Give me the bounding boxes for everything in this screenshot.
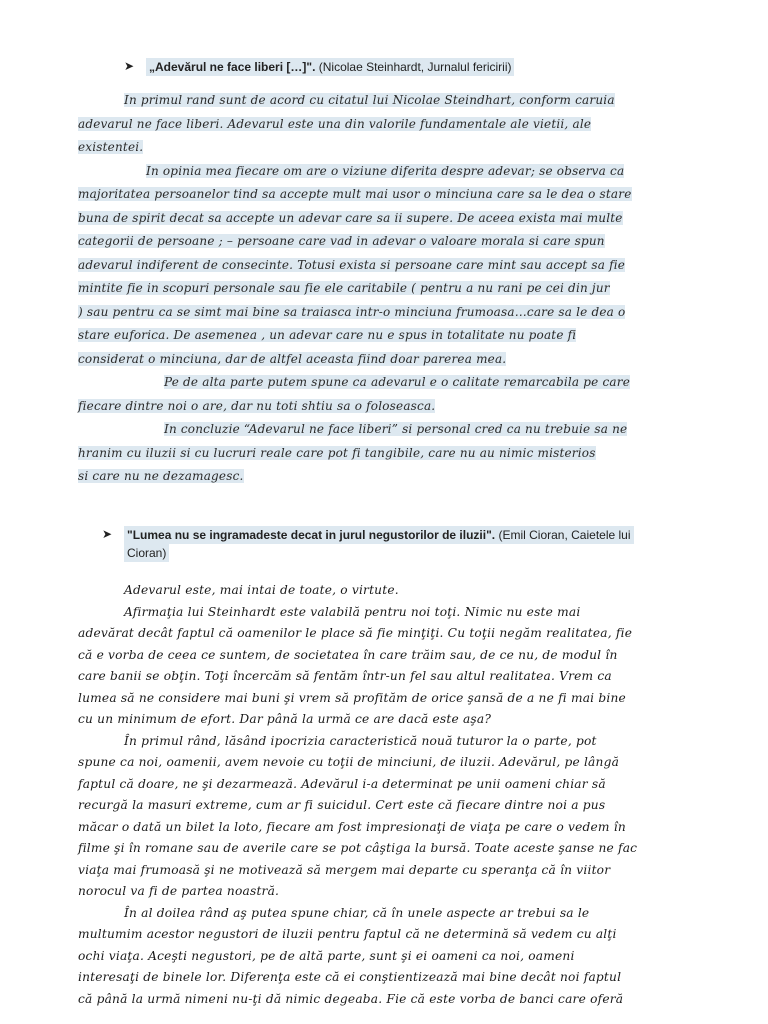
text-line (78, 709, 682, 731)
text-line (78, 301, 682, 325)
text-line (78, 395, 682, 419)
text-line (78, 371, 682, 395)
text-line-content: majoritatea persoanelor tind sa accepte mult mai usor o minciuna care sa le dea o stare (78, 187, 632, 201)
text-line-content: stare euforica. De asemenea , un adevar care nu e spus in totalitate nu poate fi (78, 328, 577, 342)
text-line (78, 183, 682, 207)
text-line (78, 277, 682, 301)
text-line-content: ) sau pentru ca se simt mai bine sa traiasca intr-o minciuna frumoasa…care sa le dea o (78, 304, 626, 319)
text-line (78, 160, 682, 184)
text-line-content: că până la urmă nimeni nu-ţi dă nimic degeaba. Fie că este vorba de banci care oferă (78, 991, 624, 1006)
text-line-content: buna de spirit decat sa accepte un adevar care sa ii supere. De aceea exista mai multe (78, 210, 623, 225)
text-line-content: adevarul indiferent de consecinte. Totusi exista si persoane care mint sau accept sa fie (78, 257, 626, 272)
text-line-content: cu un minimum de efort. Dar până la urmă ce are dacă este aşa? (78, 712, 492, 726)
text-line (78, 418, 682, 442)
heading-quote: „Adevărul ne face liberi […]". (149, 60, 316, 74)
text-line (78, 324, 682, 348)
text-line (78, 254, 682, 278)
text-line-content: care banii se obţin. Toţi încercăm să fentăm într-un fel sau altul realitatea. Vrem ca (78, 669, 612, 683)
text-line-content: hranim cu iluzii si cu lucruri reale care pot fi tangibile, care nu au nimic misterios (78, 445, 596, 460)
text-line-content: că e vorba de ceea ce suntem, de societatea în care trăim sau, de ce nu, de modul în (78, 647, 618, 662)
heading-source: (Nicolae Steinhardt, Jurnalul fericirii) (315, 60, 512, 74)
text-line (78, 89, 682, 113)
text-line-content: faptul că doare, ne şi dezarmează. Adevărul i-a determinat pe unii oameni chiar să (78, 776, 606, 791)
text-line-content: In concluzie “Adevarul ne face liberi” si personal cred ca nu trebuie sa ne (164, 422, 628, 436)
arrow-bullet-icon: ➤ (102, 527, 113, 541)
text-line-content: si care nu ne dezamagesc. (78, 469, 244, 483)
essay-section-1 (78, 89, 682, 489)
heading-source-cont: Cioran) (124, 544, 169, 562)
heading-quote: "Lumea nu se ingramadeste decat in jurul negustorilor de iluzii". (127, 528, 496, 542)
text-line (78, 580, 682, 602)
arrow-bullet-icon: ➤ (124, 59, 135, 73)
heading-text (146, 58, 514, 76)
text-line-content: Adevarul este, mai intai de toate, o virtute. (124, 583, 399, 597)
essay-section-2 (78, 580, 682, 1010)
text-line-content: măcar o dată un bilet la loto, fiecare am fost impresionaţi de viaţa pe care o vedem în (78, 819, 626, 834)
text-line (78, 348, 682, 372)
text-line-content: adevarul ne face liberi. Adevarul este una din valorile fundamentale ale vietii, ale (78, 116, 592, 131)
text-line-content: Pe de alta parte putem spune ca adevarul e o calitate remarcabila pe care (164, 375, 631, 389)
text-line (78, 136, 682, 160)
text-line-content: spune ca noi, oamenii, avem nevoie cu toţii de minciuni, de iluzii. Adevărul, pe lângă (78, 755, 620, 769)
text-line (78, 230, 682, 254)
text-line (78, 989, 682, 1011)
text-line (78, 903, 682, 925)
text-line (78, 113, 682, 137)
text-line-content: In opinia mea fiecare om are o viziune diferita despre adevar; se observa ca (146, 163, 625, 178)
text-line-content: viaţa mai frumoasă şi ne motivează să mergem mai departe cu speranţa că în viitor (78, 862, 611, 877)
text-line-content: mintite fie in scopuri personale sau fie ele caritabile ( pentru a nu rani pe cei din jur (78, 281, 610, 295)
heading-text (124, 526, 634, 544)
text-line (78, 645, 682, 667)
text-line (78, 688, 682, 710)
text-line-content: ochi viaţa. Aceşti negustori, pe de altă parte, sunt şi ei oameni ca noi, oameni (78, 948, 575, 963)
text-line-content: multumim acestor negustori de iluzii pentru faptul că ne determină să vedem cu alţi (78, 927, 617, 941)
text-line-content: filme şi în romane sau de averile care se pot câştiga la bursă. Toate aceste şanse ne fac (78, 841, 638, 855)
text-line (78, 946, 682, 968)
text-line (78, 967, 682, 989)
text-line (78, 666, 682, 688)
text-line (78, 602, 682, 624)
text-line-content: considerat o minciuna, dar de altfel aceasta fiind doar parerea mea. (78, 351, 507, 366)
text-line (78, 465, 682, 489)
text-line (78, 442, 682, 466)
text-line (78, 860, 682, 882)
text-line-content: În al doilea rând aş putea spune chiar, că în unele aspecte ar trebui sa le (124, 905, 590, 920)
text-line (78, 752, 682, 774)
text-line-content: recurgă la masuri extreme, cum ar fi suicidul. Cert este că fiecare dintre noi a pus (78, 798, 606, 812)
text-line (78, 731, 682, 753)
text-line (78, 924, 682, 946)
text-line-content: Afirmaţia lui Steinhardt este valabilă pentru noi toţi. Nimic nu este mai (124, 604, 581, 619)
text-line-content: interesaţi de binele lor. Diferenţa este că ei conştientizează mai bine decât noi faptul (78, 970, 622, 984)
text-line-content: norocul va fi de partea noastră. (78, 884, 280, 898)
text-line-content: În primul rând, lăsând ipocrizia caracteristică nouă tuturor la o parte, pot (124, 733, 597, 748)
text-line (78, 817, 682, 839)
text-line-content: existentei. (78, 140, 144, 154)
heading-source: (Emil Cioran, Caietele lui (495, 528, 631, 542)
text-line (78, 881, 682, 903)
text-line-content: lumea să ne considere mai buni şi vrem să profităm de orice şansă de a ne fi mai bine (78, 690, 626, 705)
text-line (78, 774, 682, 796)
quote-heading-cioran (102, 526, 662, 562)
quote-heading-steinhardt (124, 58, 684, 76)
text-line (78, 207, 682, 231)
text-line-content: In primul rand sunt de acord cu citatul lui Nicolae Steindhart, conform caruia (124, 93, 615, 107)
text-line (78, 795, 682, 817)
text-line-content: categorii de persoane ; – persoane care vad in adevar o valoare morala si care spun (78, 234, 605, 248)
text-line (78, 838, 682, 860)
text-line-content: fiecare dintre noi o are, dar nu toti shtiu sa o foloseasca. (78, 398, 436, 413)
text-line-content: adevărat decât faptul că oamenilor le place să fie minţiţi. Cu toţii negăm realitatea, fie (78, 626, 633, 640)
text-line (78, 623, 682, 645)
